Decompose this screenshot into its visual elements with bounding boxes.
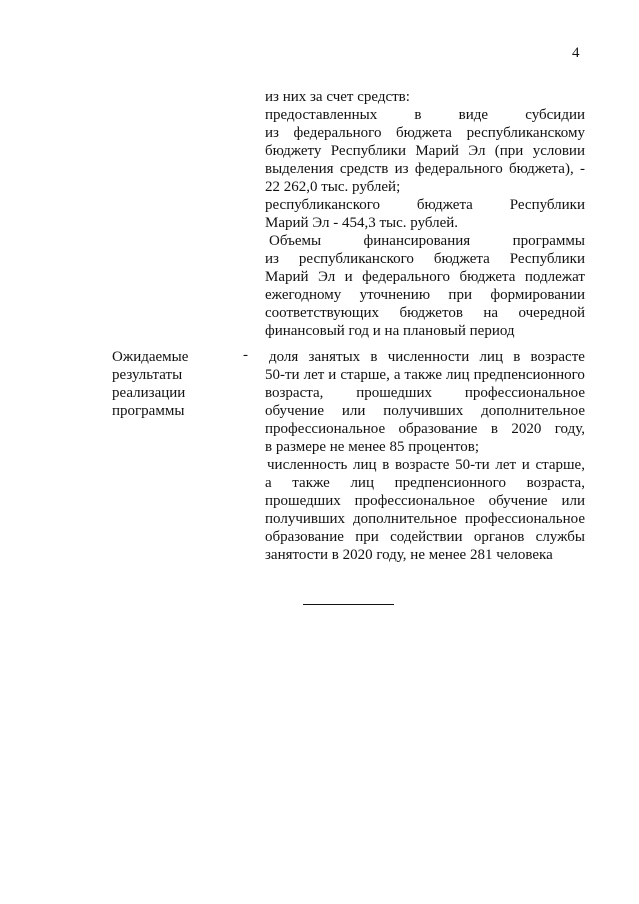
results-line (265, 510, 585, 528)
funding-line (265, 286, 585, 304)
funding-word: субсидии (525, 107, 585, 123)
results-word: или (561, 493, 585, 509)
results-word: численности (387, 349, 470, 365)
results-word: образование (398, 421, 478, 437)
results-word: содействии (390, 529, 463, 545)
funding-word: соответствующих (265, 305, 379, 321)
results-label-line: реализации (112, 385, 186, 401)
results-word: и (521, 457, 530, 473)
funding-word: и (344, 269, 353, 285)
results-word: прошедших (265, 493, 341, 509)
results-word: и (328, 367, 337, 383)
results-word: дополнительное (352, 511, 457, 527)
results-text: занятости в 2020 году, не менее 281 человека (265, 547, 553, 563)
results-word: возрасте (395, 457, 450, 473)
results-word: прошедших (356, 385, 432, 401)
results-label-line: результаты (112, 367, 183, 383)
funding-word: из (265, 251, 279, 267)
funding-line (265, 304, 585, 322)
funding-line (265, 142, 585, 160)
results-word: предпенсионного (473, 367, 585, 383)
funding-word: Республики (509, 197, 585, 213)
funding-word: (при (494, 143, 524, 159)
results-word: старше, (535, 457, 585, 473)
funding-word: бюджетов (399, 305, 463, 321)
results-word: также (404, 367, 443, 383)
results-word: в (382, 457, 390, 473)
funding-word: бюджета (416, 197, 473, 213)
funding-word: Республики (509, 251, 585, 267)
funding-word: выделения (265, 161, 334, 177)
funding-word: при (448, 287, 472, 303)
funding-word: уточнению (359, 287, 431, 303)
funding-line (265, 160, 585, 178)
results-word: или (341, 403, 366, 419)
funding-word: федерального (362, 269, 451, 285)
results-word: доля (269, 349, 299, 365)
results-word: при (355, 529, 379, 545)
results-word: органов (473, 529, 525, 545)
results-word: также (292, 475, 330, 491)
funding-word: очередной (518, 305, 585, 321)
results-text: в размере не менее 85 процентов; (265, 439, 480, 455)
page-number: 4 (572, 45, 580, 61)
results-line (265, 384, 585, 402)
funding-line (269, 232, 585, 250)
results-word: лиц (446, 367, 470, 383)
funding-word: бюджета (396, 125, 452, 141)
funding-word: республиканскому (466, 125, 585, 141)
results-word: возраста, (265, 385, 324, 401)
results-word: предпенсионного (394, 475, 506, 491)
funding-line (265, 106, 585, 124)
funding-line (265, 214, 585, 232)
funding-word: бюджета), (509, 161, 574, 177)
results-word: получивших (383, 403, 464, 419)
results-line (269, 348, 585, 366)
results-word: возрасте (530, 349, 585, 365)
funding-word: бюджета (433, 251, 490, 267)
results-line (265, 546, 585, 564)
funding-line (265, 250, 585, 268)
results-label-line: Ожидаемые (112, 349, 189, 365)
funding-text: Марий Эл - 454,3 тыс. рублей. (265, 215, 459, 231)
results-word: образование (265, 529, 344, 545)
funding-word: ежегодному (265, 287, 342, 303)
results-word: лет (303, 367, 325, 383)
results-line (265, 528, 585, 546)
results-word: а (393, 367, 401, 383)
funding-line (265, 322, 585, 340)
results-line (267, 456, 585, 474)
funding-word: виде (458, 107, 489, 123)
results-word: профессиональное (464, 511, 585, 527)
results-word: в (490, 421, 498, 437)
funding-word: в (414, 107, 422, 123)
funding-text: финансовый год и на плановый период (265, 323, 515, 339)
funding-word: бюджета (459, 269, 516, 285)
funding-line (265, 178, 585, 196)
funding-word: федерального (293, 125, 382, 141)
results-word: численность (267, 457, 348, 473)
funding-word: программы (512, 233, 585, 249)
funding-word: формировании (490, 287, 585, 303)
results-label-line: программы (112, 403, 185, 419)
results-word: профессиональное (354, 493, 475, 509)
funding-word: средств (339, 161, 389, 177)
results-word: в (370, 349, 378, 365)
funding-line (265, 196, 585, 214)
results-word: старше, (340, 367, 390, 383)
funding-word: Республики (330, 143, 406, 159)
funding-word: Марий (415, 143, 459, 159)
results-word: лет (495, 457, 517, 473)
funding-word: федерального (414, 161, 503, 177)
results-word: дополнительное (481, 403, 585, 419)
results-word: 50-ти (455, 457, 490, 473)
funding-word: из (265, 125, 279, 141)
results-word: году, (554, 421, 585, 437)
results-line (265, 420, 585, 438)
results-word: профессиональное (464, 385, 585, 401)
results-word: а (265, 475, 272, 491)
results-word: 50-ти (265, 367, 300, 383)
funding-word: - (579, 161, 585, 177)
results-line (265, 474, 585, 492)
results-word: лиц (353, 457, 377, 473)
results-word: лиц (350, 475, 374, 491)
results-word: получивших (265, 511, 346, 527)
results-word: занятых (308, 349, 361, 365)
results-word: возраста, (526, 475, 585, 491)
funding-word: условии (532, 143, 585, 159)
funding-line (265, 88, 585, 106)
results-word: лиц (479, 349, 503, 365)
funding-word: финансирования (363, 233, 471, 249)
funding-word: Марий (265, 269, 309, 285)
funding-word: предоставленных (265, 107, 378, 123)
end-rule (303, 604, 394, 605)
results-line (265, 366, 585, 384)
results-word: профессиональное (265, 421, 386, 437)
funding-word: Эл (468, 143, 486, 159)
results-word: в (513, 349, 521, 365)
results-word: службы (535, 529, 585, 545)
funding-word: Объемы (269, 233, 322, 249)
funding-text: из них за счет средств: (265, 89, 410, 105)
results-word: обучение (265, 403, 324, 419)
funding-line (265, 124, 585, 142)
funding-line (265, 268, 585, 286)
funding-word: республиканского (265, 197, 380, 213)
funding-word: подлежат (524, 269, 585, 285)
results-line (265, 438, 585, 456)
funding-word: на (483, 305, 499, 321)
results-word: обучение (488, 493, 548, 509)
results-dash: - (243, 347, 248, 363)
funding-word: Эл (318, 269, 336, 285)
results-word: 2020 (511, 421, 542, 437)
funding-text: 22 262,0 тыс. рублей; (265, 179, 401, 195)
results-line (265, 492, 585, 510)
funding-word: бюджету (265, 143, 322, 159)
results-line (265, 402, 585, 420)
funding-word: республиканского (298, 251, 414, 267)
funding-word: из (394, 161, 409, 177)
